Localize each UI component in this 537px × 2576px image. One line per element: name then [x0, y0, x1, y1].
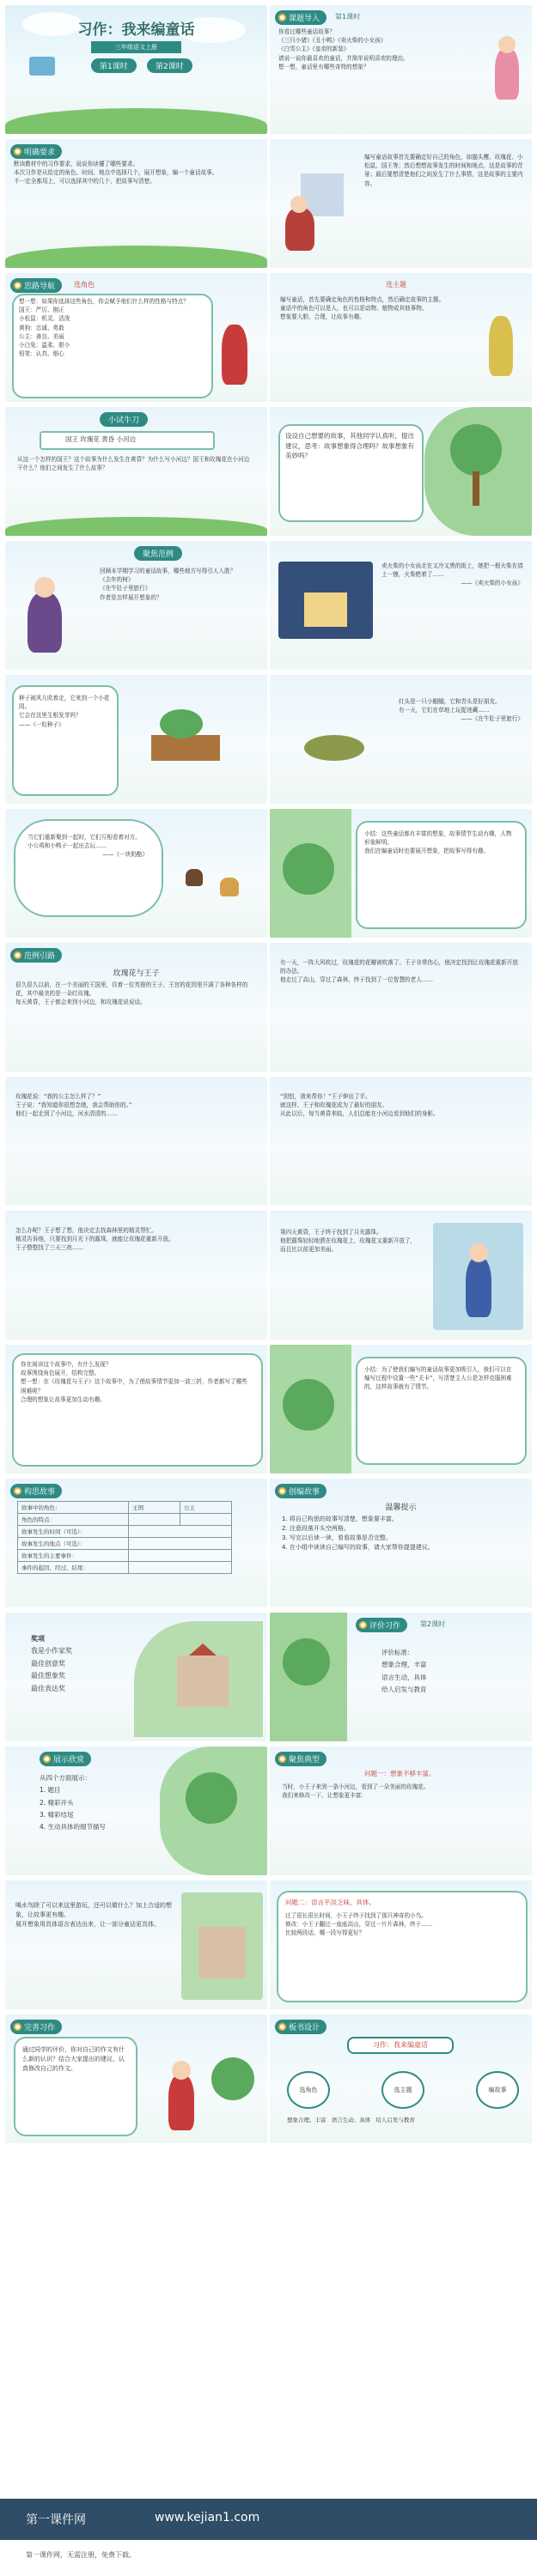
slide-example-cheese [5, 809, 267, 938]
footer-banner [0, 2499, 537, 2576]
awards-text: 奖项 我是小作家奖 最佳创意奖 最佳想象奖 最佳表达奖 [31, 1635, 72, 1692]
examples-title: 聚焦范例 [134, 546, 182, 561]
slide-improve [5, 2014, 267, 2143]
try-title: 小试牛刀 [100, 412, 148, 427]
slide-try [5, 407, 267, 536]
problem-two-text: 过了很长很长时间，小王子终于找到了那只神奇的小鸟。 修改：小王子翻过一座座高山，穿过一片片森林，终于…… 比较两段话，哪一段写得更好？ [285, 1912, 433, 1937]
story-text-5: 怎么办呢？王子想了想，他决定去找森林里的精灵帮忙。 精灵告诉他，只要找到月光下的露珠，就能让玫瑰花重新开放。 王子整整找了三天三夜…… [15, 1227, 174, 1252]
plan-cell[interactable] [129, 1550, 232, 1562]
castle-roof [189, 1643, 217, 1656]
slide-intro [270, 5, 532, 134]
slide-awards [5, 1613, 267, 1741]
bird-text: 喝水鸟除了可以来这里游玩，还可以做什么？加上合适的想象，让故事更有趣。 展开想象用具体语言表达出来，让一部分童话更具体。 [15, 1902, 172, 1928]
slide-summary-2 [270, 1345, 532, 1473]
book-icon [29, 57, 55, 76]
section-tag: 评价习作 [356, 1618, 407, 1632]
plan-row-label: 角色的特点： [18, 1514, 129, 1526]
cheese-text: 当它们重新聚到一起时，它们互相看着对方。 小公鸡和小鸭子一起出去玩…… ——《一块奶酪》 [27, 834, 148, 859]
animal-figure [220, 878, 239, 896]
slide-story-elements [270, 139, 532, 268]
slide-evaluate [270, 1613, 532, 1741]
tree-shape [283, 843, 334, 895]
slide-requirements [5, 139, 267, 268]
plan-table [17, 1501, 232, 1574]
lesson-2-button[interactable]: 第2课时 [147, 58, 192, 73]
bullet-icon [14, 1487, 21, 1495]
grass-decoration [5, 246, 267, 268]
slide-bird-tips [5, 1880, 267, 2009]
story-text-4: “别怕，我来帮你！”王子伸出了手。 就这样，王子和玫瑰花成为了最好的朋友。 从此以后，每当黄昏来临，人们总能在小河边看到他们的身影。 [280, 1093, 439, 1118]
slide-model-story-4 [270, 1077, 532, 1206]
girl-head [498, 36, 516, 53]
dwarf-figure [285, 208, 314, 251]
girl-illustration [222, 325, 247, 385]
bird-figure [186, 869, 203, 886]
girl-illustration [495, 48, 519, 100]
discovery-text: 你在阅读这个故事中，有什么发现？ 故事围绕角色展开，结构完整。 想一想：在《玫瑰花与王子》这个故事中，为了使故事情节更加一波三折，作者都写了哪些困难呢？ 合理的想象让故事更加生动有趣。 [21, 1361, 247, 1403]
slide-discovery [5, 1345, 267, 1473]
slide-typical [270, 1747, 532, 1875]
slide-problem-two [270, 1880, 532, 2009]
forest-illustration [270, 1613, 347, 1741]
forest-illustration [424, 407, 532, 536]
bullet-icon [278, 1755, 286, 1763]
prince-illustration [433, 1223, 523, 1330]
problem-two-card [277, 1891, 528, 2002]
story-elements-text: 编写童话故事首先要确定好自己的角色，如猫头鹰、玫瑰花、小松鼠、国王等；然后想想故事发生的时间和地点，这是故事的背景；最后要想清楚他们之间发生了什么事情，这是故事的主要内容。 [364, 154, 523, 187]
improve-text: 通过同学的评价，你对自己的作文有什么新的认识？结合大家提出的建议，认真修改自己的作文。 [22, 2046, 125, 2072]
character-head [34, 577, 55, 598]
plan-row-label: 故事发生的时间（可选）： [18, 1526, 129, 1538]
section-tag: 课题导入 [275, 10, 326, 25]
roles-text: 想一想：如果你选择这些角色，你会赋予他们什么样的性格与特点？ 国王：严厉、刚正 小松鼠：机灵、活泼 黄狗：忠诚、勇敢 公主：善良、美丽 小白兔：温柔、胆小 铅笔：认真、细心 [19, 298, 189, 358]
section-tag: 完善习作 [10, 2020, 62, 2034]
animals-illustration [168, 843, 263, 920]
examples-text: 回顾本学期学习的童话故事，哪些地方写得引人入胜？ 《去年的树》 《在牛肚子里旅行》 作者是怎样展开想象的？ [100, 568, 236, 601]
house-shape [304, 592, 347, 627]
fairy-illustration [489, 316, 513, 376]
section-tag: 板书设计 [275, 2020, 326, 2034]
slide-example-cricket [270, 675, 532, 804]
story-text: 很久很久以前，在一个美丽的王国里，住着一位英俊的王子。王宫的花园里开满了各种各样的花，其中最美的是一朵红玫瑰。 每天黄昏，王子都会来到小河边，和玫瑰花说说话。 [15, 981, 248, 1006]
discuss-text: 设设自己想要的故事，其他同学认真听，提出建议，思考：故事想象得合理吗？故事想象有美妙吗？ [285, 432, 414, 460]
slide-write-story [270, 1479, 532, 1607]
bullet-icon [14, 951, 21, 959]
intro-text: 你看过哪些童话故事？ 《三只小猪》《丑小鸭》《卖火柴的小女孩》 《白雪公主》《皇帝的新装》 请说一说你最喜欢的童话，并简单说明喜欢的理由。 想一想，童话里有哪些奇特的想象？ [278, 28, 409, 70]
tree-shape [211, 2057, 254, 2100]
bullet-icon [14, 2023, 21, 2031]
slide-choose-theme [270, 273, 532, 402]
dwarf-head [290, 196, 308, 213]
plan-row-label: 故事发生的主要事件： [18, 1550, 129, 1562]
story-text-2: 有一天，一阵大风吹过，玫瑰花的花瓣被吹落了。王子非常伤心，他决定找到让玫瑰花重新开放的办法。 他走过了高山，穿过了森林，终于找到了一位智慧的老人…… [280, 959, 518, 984]
board-node-role: 选角色 [287, 2071, 330, 2109]
showcase-text: 从四个方面展示： 1. 题目 2. 精彩开头 3. 精彩结尾 4. 生动具体的细节描写 [40, 1774, 107, 1831]
words-text: 国王 玫瑰花 黄昏 小河边 [65, 435, 137, 443]
requirements-text: 默读教材中的习作要求，说说你读懂了哪些要求。 本次习作是从给定的角色、时间、地点中选择几个，展开想象，编一个童话故事。 不一定全都用上，可以选择其中的几个，把故事写清楚。 [14, 161, 218, 185]
fairy-tale-illustration [275, 148, 357, 259]
typical-text: 当时，小王子来到一条小河边，看到了一朵美丽的玫瑰花。 我们来修改一下，让想象更丰富： [282, 1783, 430, 1800]
slide-model-story [5, 943, 267, 1072]
summary-text-2: 小结：为了使我们编写的童话故事更加吸引人，我们可以在编写过程中设置一些“关卡”，写清楚主人公是怎样克服困难的，这样故事就有了情节。 [364, 1366, 512, 1391]
plan-row-label: 事件的起因、经过、结果： [18, 1562, 129, 1574]
nest-shape [304, 735, 364, 761]
plan-cell[interactable]: 公主 [180, 1502, 232, 1514]
slide-example-seed [5, 675, 267, 804]
board-node-story: 编故事 [476, 2071, 519, 2109]
bullet-icon [278, 2023, 286, 2031]
cricket-text: 红头是一只小蝈蝈，它和青头是好朋友。 有一天，它们在草地上玩捉迷藏…… ——《在牛肚子里旅行》 [399, 698, 523, 723]
castle-illustration [181, 1893, 263, 2000]
bullet-icon [359, 1621, 367, 1629]
plan-cell[interactable]: 王国 [129, 1502, 180, 1514]
evaluate-text: 评价标准： 想象合理，丰富 语言生动，具体 给人启发与教育 [381, 1649, 427, 1693]
story-text-6: 第四天黄昏，王子终于找到了月光露珠。 他把露珠轻轻地洒在玫瑰花上，玫瑰花又重新开放了，而且比以前更加美丽。 [280, 1229, 417, 1254]
plan-cell[interactable] [129, 1562, 232, 1574]
night-house-illustration [278, 562, 373, 639]
characters-illustration [10, 558, 88, 665]
tree-trunk [473, 471, 479, 506]
choose-role-label: 选角色 [74, 281, 95, 289]
slide-cover [5, 5, 267, 134]
slide-board-design [270, 2014, 532, 2143]
plan-cell[interactable] [129, 1538, 232, 1550]
seed-text: 种子被风儿吹着走，它来到一个小花园。 它会在这里生根发芽吗？ ——《一粒种子》 [19, 695, 110, 728]
board-title: 习作：我来编童话 [347, 2037, 454, 2054]
section-tag: 聚焦典型 [275, 1752, 326, 1766]
grass-decoration [5, 517, 267, 536]
bullet-icon [14, 282, 21, 289]
slide-model-story-5 [5, 1211, 267, 1340]
section-tag: 构思故事 [10, 1484, 62, 1498]
site-url[interactable]: www.kejian1.com [155, 2511, 260, 2524]
slide-examples [5, 541, 267, 670]
castle-illustration [134, 1621, 263, 1737]
slide-model-story-6 [270, 1211, 532, 1340]
forest-illustration [270, 809, 351, 938]
castle-shape [198, 1927, 246, 1978]
theme-text: 编写童话，首先要确定角色的性格和特点，然后确定故事的主题。 童话中的角色可以是人，也可以是动物、植物或其他事物。 想象要大胆、合理，让故事有趣。 [280, 296, 445, 321]
plant-shape [160, 709, 203, 738]
section-tag: 明确要求 [10, 144, 62, 159]
tree-shape [283, 1379, 334, 1431]
tips-title: 温馨提示 [385, 1504, 417, 1512]
plan-row-label: 故事中的角色： [18, 1502, 129, 1514]
try-questions: 从这一个怎样的国王？这个故事为什么发生在黄昏？为什么写小河边？国王和玫瑰花在小河边干什么？他们之间发生了什么故事？ [17, 456, 250, 472]
slide-discuss [270, 407, 532, 536]
grass-nest-illustration [287, 701, 381, 778]
bullet-icon [278, 1487, 286, 1495]
girl-figure [168, 2075, 194, 2130]
prince-head [469, 1243, 488, 1262]
plan-row-label: 故事发生的地点（可选）： [18, 1538, 129, 1550]
story-title: 玫瑰花与王子 [113, 969, 160, 978]
slide-model-story-2 [270, 943, 532, 1072]
section-tag: 展示欣赏 [40, 1752, 91, 1766]
slide-example-matchgirl [270, 541, 532, 670]
choose-theme-label: 选主题 [386, 281, 406, 289]
banner-note: 第一课件网，无需注册，免费下载。 [26, 2551, 136, 2559]
story-text-3: 玫瑰花说：“我的公主怎么样了？” 王子说：“我知道你很想念她，我会帮助你的。” 他们一起走到了小河边，河水清清的…… [15, 1093, 132, 1118]
board-bottom: 想象合理、丰富 语言生动、具体 给人启发与教育 [287, 2117, 415, 2123]
prince-figure [466, 1257, 491, 1317]
plan-cell[interactable] [129, 1526, 232, 1538]
bullet-icon [43, 1755, 51, 1763]
cart-shape [151, 735, 220, 761]
slide-summary-1 [270, 809, 532, 938]
cover-title: 习作：我来编童话 [77, 21, 195, 39]
garden-illustration [160, 1747, 267, 1875]
lesson-label: 第1课时 [335, 13, 361, 21]
plan-cell[interactable] [129, 1514, 180, 1526]
tips-text: 1. 将自己构思的故事写清楚，想象要丰富。 2. 注意段落开头空两格。 3. 写完以后读一读，看看故事是否完整。 4. 在小组中读读自己编写的故事，请大家帮你提提建议。 [282, 1516, 434, 1551]
section-tag: 范例引路 [10, 948, 62, 963]
grass-decoration [5, 108, 267, 134]
tree-shape [283, 1638, 330, 1686]
castle-shape [177, 1656, 229, 1707]
girl-scene-illustration [143, 2032, 263, 2139]
slide-choose-role [5, 273, 267, 402]
bullet-icon [14, 148, 21, 155]
bullet-icon [278, 14, 286, 21]
forest-illustration [270, 1345, 351, 1473]
matchgirl-text: 卖火柴的小女孩走在又冷又黑的街上，她把一根火柴在墙上一擦，火柴燃着了…… ——《卖火柴的小女孩》 [381, 562, 523, 587]
board-node-theme: 选主题 [381, 2071, 424, 2109]
tree-shape [186, 1772, 237, 1824]
lesson-label: 第2课时 [420, 1620, 446, 1628]
site-name[interactable]: 第一课件网 [26, 2513, 86, 2527]
cover-grade: 三年级语文上册 [91, 41, 181, 53]
character-figure [27, 592, 62, 653]
section-tag: 创编故事 [275, 1484, 326, 1498]
lesson-1-button[interactable]: 第1课时 [91, 58, 137, 73]
problem-two: 问题二：语言平淡乏味，具体。 [285, 1899, 375, 1906]
girl-head [172, 2061, 191, 2080]
slide-model-story-3 [5, 1077, 267, 1206]
problem-one: 问题一：想象不够丰富。 [364, 1770, 436, 1777]
tree-shape [450, 424, 502, 476]
plan-cell[interactable] [180, 1514, 232, 1526]
slide-showcase [5, 1747, 267, 1875]
slide-plan-story [5, 1479, 267, 1607]
cart-illustration [134, 701, 254, 787]
banner-bar [0, 2499, 537, 2540]
section-tag: 思路导航 [10, 278, 62, 293]
summary-text: 小结：这些童话都有丰富的想象，故事情节生动有趣，人物形象鲜明。 我们在编童话时也要展开想象，把故事写得有趣。 [364, 830, 512, 855]
